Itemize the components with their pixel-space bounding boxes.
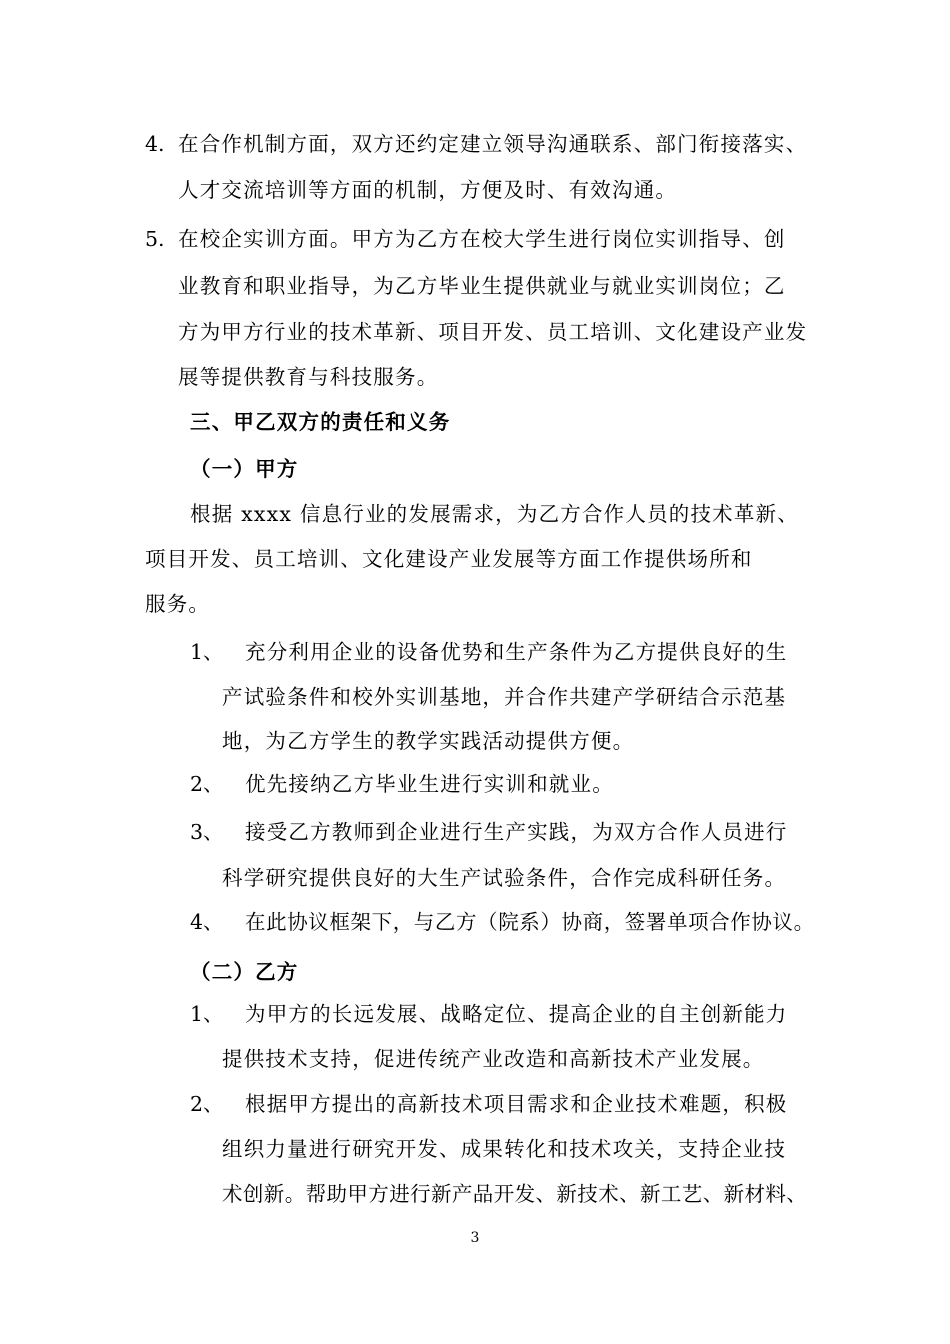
list-number: 4、 — [190, 910, 224, 934]
paragraph-line: 术创新。帮助甲方进行新产品开发、新技术、新工艺、新材料、 — [222, 1182, 808, 1206]
paragraph-line: 在合作机制方面，双方还约定建立领导沟通联系、部门衔接落实、 — [178, 132, 808, 156]
list-number: 1、 — [190, 640, 224, 664]
subsection-heading-party-b: （二）乙方 — [190, 960, 299, 984]
list-number: 1、 — [190, 1002, 224, 1026]
list-number: 4. — [145, 132, 165, 156]
paragraph-line: 根据 xxxx 信息行业的发展需求，为乙方合作人员的技术革新、 — [190, 502, 799, 526]
paragraph-line: 组织力量进行研究开发、成果转化和技术攻关，支持企业技 — [222, 1137, 787, 1161]
paragraph-line: 科学研究提供良好的大生产试验条件，合作完成科研任务。 — [222, 866, 787, 890]
paragraph-line: 项目开发、员工培训、文化建设产业发展等方面工作提供场所和 — [145, 547, 753, 571]
paragraph-line: 根据甲方提出的高新技术项目需求和企业技术难题，积极 — [245, 1092, 788, 1116]
list-number: 5. — [145, 227, 165, 251]
paragraph-line: 接受乙方教师到企业进行生产实践，为双方合作人员进行 — [245, 820, 788, 844]
paragraph-line: 在此协议框架下，与乙方（院系）协商，签署单项合作协议。 — [245, 910, 815, 934]
paragraph-line: 服务。 — [145, 592, 211, 616]
section-heading: 三、甲乙双方的责任和义务 — [190, 410, 451, 434]
paragraph-line: 业教育和职业指导，为乙方毕业生提供就业与就业实训岗位；乙 — [178, 274, 786, 298]
list-number: 3、 — [190, 820, 224, 844]
paragraph-line: 提供技术支持，促进传统产业改造和高新技术产业发展。 — [222, 1047, 765, 1071]
paragraph-line: 展等提供教育与科技服务。 — [178, 365, 439, 389]
page-number: 3 — [470, 1230, 480, 1246]
paragraph-line: 充分利用企业的设备优势和生产条件为乙方提供良好的生 — [245, 640, 788, 664]
subsection-heading-party-a: （一）甲方 — [190, 457, 299, 481]
paragraph-line: 人才交流培训等方面的机制，方便及时、有效沟通。 — [178, 178, 678, 202]
paragraph-line: 优先接纳乙方毕业生进行实训和就业。 — [245, 772, 614, 796]
paragraph-line: 为甲方的长远发展、战略定位、提高企业的自主创新能力 — [245, 1002, 788, 1026]
paragraph-line: 在校企实训方面。甲方为乙方在校大学生进行岗位实训指导、创 — [178, 227, 786, 251]
paragraph-line: 产试验条件和校外实训基地，并合作共建产学研结合示范基 — [222, 685, 787, 709]
list-number: 2、 — [190, 772, 224, 796]
list-number: 2、 — [190, 1092, 224, 1116]
paragraph-line: 方为甲方行业的技术革新、项目开发、员工培训、文化建设产业发 — [178, 320, 808, 344]
paragraph-line: 地，为乙方学生的教学实践活动提供方便。 — [222, 729, 635, 753]
